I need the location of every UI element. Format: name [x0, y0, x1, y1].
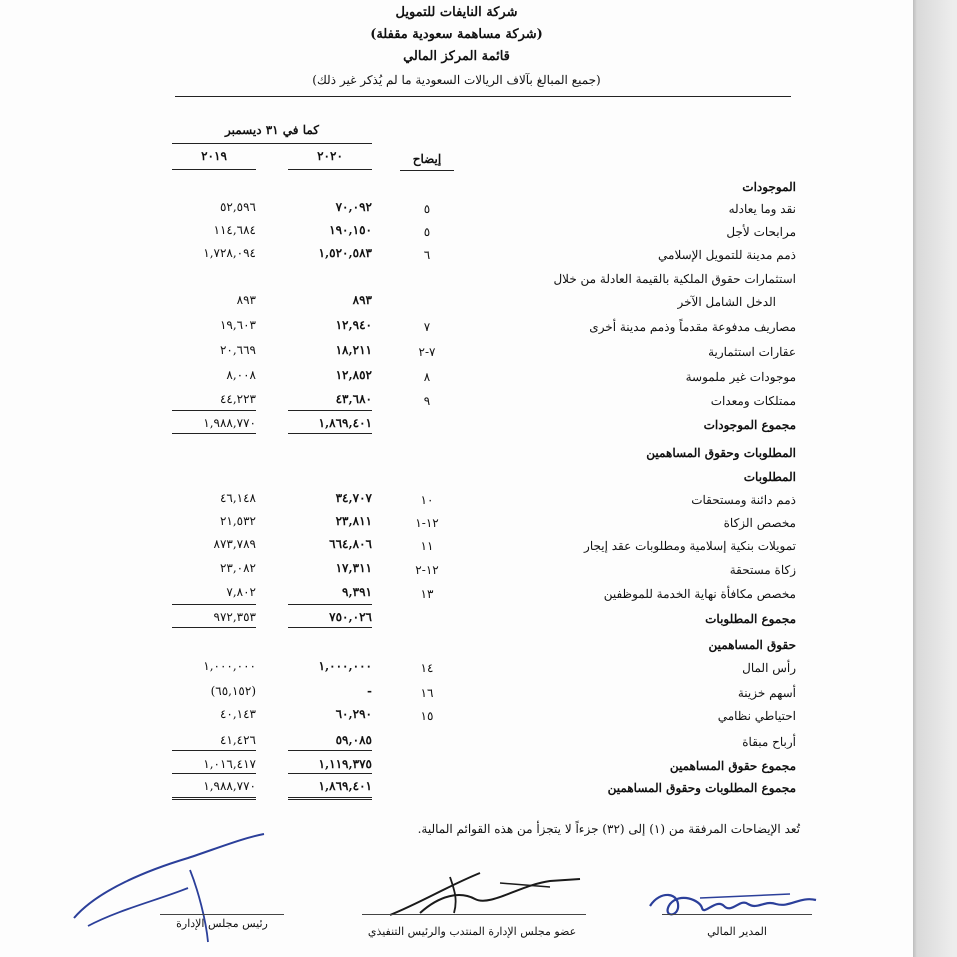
row-note: ٧-٢: [418, 345, 436, 359]
grand-total-double-2020: [288, 799, 372, 800]
value-2019: ٥٢,٥٩٦: [219, 200, 256, 214]
assets-total-underline-2019: [172, 433, 256, 434]
value-2020: ١,١١٩,٣٧٥: [318, 757, 372, 771]
as-at-header: كما في ٣١ ديسمبر: [224, 123, 320, 137]
footnote: تُعد الإيضاحات المرفقة من (١) إلى (٣٢) جزءاً لا يتجزأ من هذه القوائم المالية.: [417, 822, 800, 836]
liabilities-total-underline-2019: [172, 627, 256, 628]
page-edge: [913, 0, 957, 957]
year-2020-rule: [288, 169, 372, 170]
value-2019: ٤٦,١٤٨: [219, 491, 256, 505]
row-note: ١٢-١: [415, 516, 439, 530]
row-label: حقوق المساهمين: [708, 638, 796, 652]
row-note: ١٤: [420, 661, 434, 675]
chairman-label: رئيس مجلس الإدارة: [176, 917, 268, 930]
row-note: ١٥: [420, 709, 434, 723]
row-label: أسهم خزينة: [737, 686, 796, 700]
row-note: ٧: [423, 320, 431, 334]
assets-total-rule-2019: [172, 410, 256, 411]
company-name: شركة النايفات للتمويل: [395, 5, 518, 20]
value-2019: ١,٩٨٨,٧٧٠: [203, 416, 256, 430]
value-2019: ٢٠,٦٦٩: [219, 343, 256, 357]
as-at-rule: [172, 143, 372, 144]
value-2020: ٦٠,٢٩٠: [335, 707, 372, 721]
value-2020: ٢٣,٨١١: [335, 514, 372, 528]
row-note: ٥: [423, 225, 431, 239]
row-note: ٦: [423, 248, 431, 262]
value-2019: ٤١,٤٢٦: [219, 733, 256, 747]
value-2019: ٨٧٣,٧٨٩: [213, 537, 256, 551]
grand-total-underline-2019: [172, 797, 256, 798]
value-2019: ٨,٠٠٨: [226, 368, 256, 382]
year-2019-header: ٢٠١٩: [201, 149, 227, 163]
value-2020: ٤٣,٦٨٠: [335, 392, 372, 406]
value-2019: ٤٤,٢٢٣: [219, 392, 256, 406]
value-2019: ٩٧٢,٣٥٣: [213, 610, 256, 624]
year-2019-rule: [172, 169, 256, 170]
row-label: أرباح مبقاة: [742, 735, 796, 749]
value-2019: ١,٠١٦,٤١٧: [203, 757, 256, 771]
value-2019: ١,٩٨٨,٧٧٠: [203, 779, 256, 793]
row-label: مرابحات لأجل: [726, 225, 796, 239]
value-2019: ٤٠,١٤٣: [219, 707, 256, 721]
value-2020: ١,٨٦٩,٤٠١: [318, 416, 372, 430]
row-label: استثمارات حقوق الملكية بالقيمة العادلة من خلال: [553, 272, 796, 286]
ceo-sign-line: [362, 914, 586, 915]
value-2019: ٢٣,٠٨٢: [219, 561, 256, 575]
row-label: المطلوبات وحقوق المساهمين: [646, 446, 796, 460]
liabilities-total-rule-2020: [288, 604, 372, 605]
row-label: تمويلات بنكية إسلامية ومطلوبات عقد إيجار: [584, 539, 796, 553]
value-2020: ١٢,٨٥٢: [335, 368, 372, 382]
row-note: ١٣: [420, 587, 434, 601]
value-2020: ١,٥٢٠,٥٨٣: [318, 246, 372, 260]
liabilities-total-rule-2019: [172, 604, 256, 605]
value-2020: ٧٠,٠٩٢: [335, 200, 372, 214]
row-note: ١٢-٢: [415, 563, 439, 577]
value-2020: ١٢,٩٤٠: [335, 318, 372, 332]
value-2020: ٥٩,٠٨٥: [335, 733, 372, 747]
value-2019: ٢١,٥٣٢: [219, 514, 256, 528]
row-note: ٨: [423, 370, 431, 384]
row-label: عقارات استثمارية: [708, 345, 796, 359]
ceo-label: عضو مجلس الإدارة المنتدب والرئيس التنفيذي: [367, 925, 577, 938]
header-rule: [175, 96, 791, 97]
row-note: ٩: [423, 394, 431, 408]
value-2020: -: [367, 684, 372, 698]
value-2020: ٨٩٣: [352, 293, 372, 307]
assets-total-rule-2020: [288, 410, 372, 411]
note-header: إيضاح: [412, 152, 442, 166]
equity-total-underline-2019: [172, 773, 256, 774]
row-label: ذمم مدينة للتمويل الإسلامي: [658, 248, 796, 262]
row-label: مجموع المطلوبات وحقوق المساهمين: [607, 781, 796, 795]
cfo-sign-line: [662, 914, 812, 915]
row-label: مجموع الموجودات: [703, 418, 796, 432]
value-2019: ١,٠٠٠,٠٠٠: [203, 659, 256, 673]
cfo-signature: [640, 878, 830, 928]
equity-total-rule-2020: [288, 750, 372, 751]
chairman-sign-line: [160, 914, 284, 915]
currency-note: (جميع المبالغ بآلاف الريالات السعودية ما لم يُذكر غير ذلك): [312, 73, 601, 87]
value-2019: ٨٩٣: [236, 293, 256, 307]
cfo-label: المدير المالي: [707, 925, 767, 938]
row-label: موجودات غير ملموسة: [685, 370, 796, 384]
row-note: ١١: [420, 539, 434, 553]
value-2020: ١,٠٠٠,٠٠٠: [318, 659, 372, 673]
row-label: الموجودات: [742, 180, 796, 194]
value-2019: ٧,٨٠٢: [226, 585, 256, 599]
value-2019: (٦٥,١٥٢): [210, 684, 256, 698]
value-2020: ١٧,٣١١: [335, 561, 372, 575]
liabilities-total-underline-2020: [288, 627, 372, 628]
value-2020: ١٨,٢١١: [335, 343, 372, 357]
grand-total-double-2019: [172, 799, 256, 800]
row-label: مخصص مكافأة نهاية الخدمة للموظفين: [603, 587, 796, 601]
value-2020: ٧٥٠,٠٢٦: [329, 610, 372, 624]
year-2020-header: ٢٠٢٠: [317, 149, 343, 163]
statement-title: قائمة المركز المالي: [403, 49, 510, 64]
value-2019: ١١٤,٦٨٤: [213, 223, 256, 237]
row-label: مخصص الزكاة: [723, 516, 796, 530]
value-2020: ٦٦٤,٨٠٦: [329, 537, 372, 551]
value-2020: ١٩٠,١٥٠: [329, 223, 372, 237]
row-label: مصاريف مدفوعة مقدماً وذمم مدينة أخرى: [589, 320, 796, 334]
row-label: مجموع المطلوبات: [705, 612, 796, 626]
value-2019: ١,٧٢٨,٠٩٤: [203, 246, 256, 260]
equity-total-rule-2019: [172, 750, 256, 751]
equity-total-underline-2020: [288, 773, 372, 774]
grand-total-underline-2020: [288, 797, 372, 798]
row-label: ممتلكات ومعدات: [710, 394, 796, 408]
value-2019: ١٩,٦٠٣: [219, 318, 256, 332]
row-note: ١٦: [420, 686, 434, 700]
value-2020: ٩,٣٩١: [342, 585, 372, 599]
row-label: الدخل الشامل الآخر: [677, 295, 776, 309]
row-label: زكاة مستحقة: [729, 563, 796, 577]
row-label: المطلوبات: [743, 470, 796, 484]
value-2020: ٣٤,٧٠٧: [335, 491, 372, 505]
row-label: ذمم دائنة ومستحقات: [691, 493, 796, 507]
note-rule: [400, 170, 454, 171]
row-note: ١٠: [420, 493, 434, 507]
row-label: نقد وما يعادله: [728, 202, 796, 216]
company-type: (شركة مساهمة سعودية مقفلة): [370, 27, 543, 42]
row-label: رأس المال: [742, 661, 796, 675]
row-label: احتياطي نظامي: [717, 709, 796, 723]
assets-total-underline-2020: [288, 433, 372, 434]
row-label: مجموع حقوق المساهمين: [669, 759, 796, 773]
row-note: ٥: [423, 202, 431, 216]
value-2020: ١,٨٦٩,٤٠١: [318, 779, 372, 793]
